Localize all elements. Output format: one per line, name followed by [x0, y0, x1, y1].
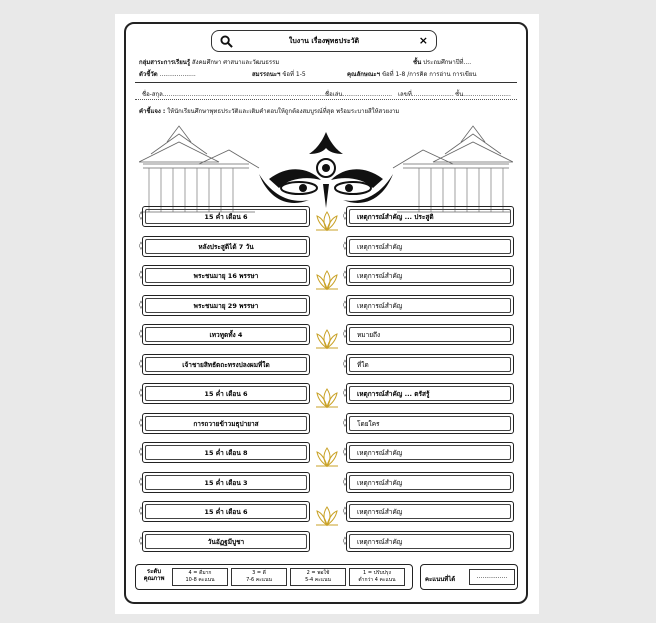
instruction-text: ให้นักเรียนศึกษาพุทธประวัติและเติมคำตอบให้ถูกต้องสมบูรณ์ที่สุด พร้อมระบายสีให้สวยงาม — [167, 108, 400, 115]
prompt-cell — [142, 472, 310, 493]
answer-text: เหตุการณ์สำคัญ — [357, 537, 403, 546]
prompt-cell — [142, 442, 310, 463]
rubric-level-desc: 7-6 คะแนน — [246, 577, 272, 583]
prompt-text: วันอัฏฐมีบูชา — [207, 537, 245, 546]
prompt-cell — [142, 531, 310, 552]
prompt-cell — [142, 206, 310, 227]
lotus-icon — [314, 446, 340, 468]
answer-cell[interactable] — [346, 472, 514, 493]
divider-line — [135, 82, 517, 83]
close-icon[interactable]: × — [418, 34, 428, 47]
rubric-level-desc: 5-4 คะแนน — [305, 577, 331, 583]
rubric-level-desc: 10-8 คะแนน — [185, 577, 215, 583]
prompt-text: การถวายข้าวมธุปายาส — [193, 419, 259, 428]
answer-text: เหตุการณ์สำคัญ — [357, 301, 403, 310]
answer-cell[interactable] — [346, 265, 514, 286]
competency-label: สมรรถนะฯ — [252, 71, 281, 78]
prompt-text: 15 ค่ำ เดือน 8 — [204, 448, 248, 457]
subject-label: กลุ่มสาระการเรียนรู้ — [139, 59, 191, 66]
quality-label — [140, 568, 168, 582]
rubric-level-3 — [231, 568, 287, 586]
class-field[interactable]: ชั้น......................... — [455, 91, 511, 98]
answer-text: หมายถึง — [357, 330, 381, 339]
instruction-label: คำชี้แจง : — [139, 108, 166, 115]
rubric-level-desc: ต่ำกว่า 4 คะแนน — [358, 577, 396, 583]
answer-cell[interactable] — [346, 295, 514, 316]
score-box — [420, 564, 518, 590]
prompt-text: 15 ค่ำ เดือน 6 — [204, 389, 248, 398]
prompt-cell — [142, 354, 310, 375]
prompt-cell — [142, 265, 310, 286]
prompt-text: 15 ค่ำ เดือน 3 — [204, 478, 248, 487]
competency-line — [252, 69, 306, 79]
answer-text: เหตุการณ์สำคัญ — [357, 507, 403, 516]
answer-cell[interactable] — [346, 206, 514, 227]
quality-label-line2: คุณภาพ — [143, 575, 165, 582]
competency-value: ข้อที่ 1-5 — [282, 71, 306, 78]
temple-illustration — [139, 124, 513, 214]
rubric-level-1 — [349, 568, 405, 586]
indicator-line — [139, 69, 196, 79]
indicator-value: ................... — [159, 71, 196, 78]
prompt-text: เทวทูตทั้ง 4 — [209, 330, 243, 339]
search-icon[interactable] — [220, 35, 233, 48]
answer-text: เหตุการณ์สำคัญ — [357, 242, 403, 251]
quality-label-line1: ระดับ — [146, 568, 162, 575]
number-field[interactable]: เลขที่...................... — [398, 91, 454, 98]
divider-line — [135, 99, 517, 100]
rubric-level-title: 4 = ดีมาก — [188, 570, 212, 576]
worksheet-page — [115, 14, 539, 614]
prompt-text: เจ้าชายสิทธัตถะทรงปลงผมที่ใด — [182, 360, 270, 369]
grade-label: ชั้น — [413, 59, 422, 66]
prompt-cell — [142, 501, 310, 522]
prompt-cell — [142, 383, 310, 404]
quality-rubric — [135, 564, 413, 590]
prompt-text: 15 ค่ำ เดือน 6 — [204, 212, 248, 221]
rubric-level-2 — [290, 568, 346, 586]
answer-cell[interactable] — [346, 354, 514, 375]
grade-value: ประถมศึกษาปีที่.... — [423, 59, 472, 66]
nickname-field[interactable]: ชื่อเล่น.......................... — [325, 91, 393, 98]
instruction — [139, 106, 399, 116]
prompt-text: หลังประสูติได้ 7 วัน — [198, 242, 254, 251]
score-field[interactable]: ................ — [469, 569, 515, 585]
answer-cell[interactable] — [346, 324, 514, 345]
prompt-text: 15 ค่ำ เดือน 6 — [204, 507, 248, 516]
prompt-cell — [142, 324, 310, 345]
prompt-text: พระชนมายุ 29 พรรษา — [193, 301, 259, 310]
rubric-level-title: 2 = พอใช้ — [306, 570, 330, 576]
answer-text: เหตุการณ์สำคัญ — [357, 478, 403, 487]
score-label: คะแนนที่ได้ — [425, 576, 456, 583]
answer-cell[interactable] — [346, 501, 514, 522]
lotus-icon — [314, 505, 340, 527]
lotus-icon — [314, 269, 340, 291]
answer-text: เหตุการณ์สำคัญ — [357, 448, 403, 457]
answer-text: โดยใคร — [357, 419, 380, 428]
trait-line — [347, 69, 476, 79]
answer-text: เหตุการณ์สำคัญ ... ตรัสรู้ — [357, 389, 430, 398]
grade-line — [413, 57, 471, 67]
rubric-level-title: 1 = ปรับปรุง — [363, 570, 391, 576]
prompt-cell — [142, 295, 310, 316]
answer-cell[interactable] — [346, 413, 514, 434]
lotus-icon — [314, 328, 340, 350]
answer-text: เหตุการณ์สำคัญ — [357, 271, 403, 280]
name-field[interactable]: ชื่อ-สกุล....................................................................................... — [142, 91, 329, 98]
lotus-icon — [314, 210, 340, 232]
subject-line — [139, 57, 279, 67]
answer-cell[interactable] — [346, 531, 514, 552]
page-title: ใบงาน เรื่องพุทธประวัติ — [288, 36, 360, 45]
prompt-cell — [142, 413, 310, 434]
answer-cell[interactable] — [346, 383, 514, 404]
rubric-level-title: 3 = ดี — [252, 570, 266, 576]
indicator-label: ตัวชี้วัด — [139, 71, 158, 78]
subject-value: สังคมศึกษา ศาสนาและวัฒนธรรม — [192, 59, 280, 66]
answer-cell[interactable] — [346, 236, 514, 257]
answer-text: เหตุการณ์สำคัญ ... ประสูติ — [357, 212, 434, 221]
answer-text: ที่ใด — [357, 360, 369, 369]
lotus-icon — [314, 387, 340, 409]
trait-value: ข้อที่ 1-8 /การคิด การอ่าน การเขียน — [381, 71, 477, 78]
rubric-level-4 — [172, 568, 228, 586]
title-bar — [211, 30, 437, 52]
answer-cell[interactable] — [346, 442, 514, 463]
prompt-text: พระชนมายุ 16 พรรษา — [193, 271, 259, 280]
prompt-cell — [142, 236, 310, 257]
trait-label: คุณลักษณะฯ — [347, 71, 381, 78]
